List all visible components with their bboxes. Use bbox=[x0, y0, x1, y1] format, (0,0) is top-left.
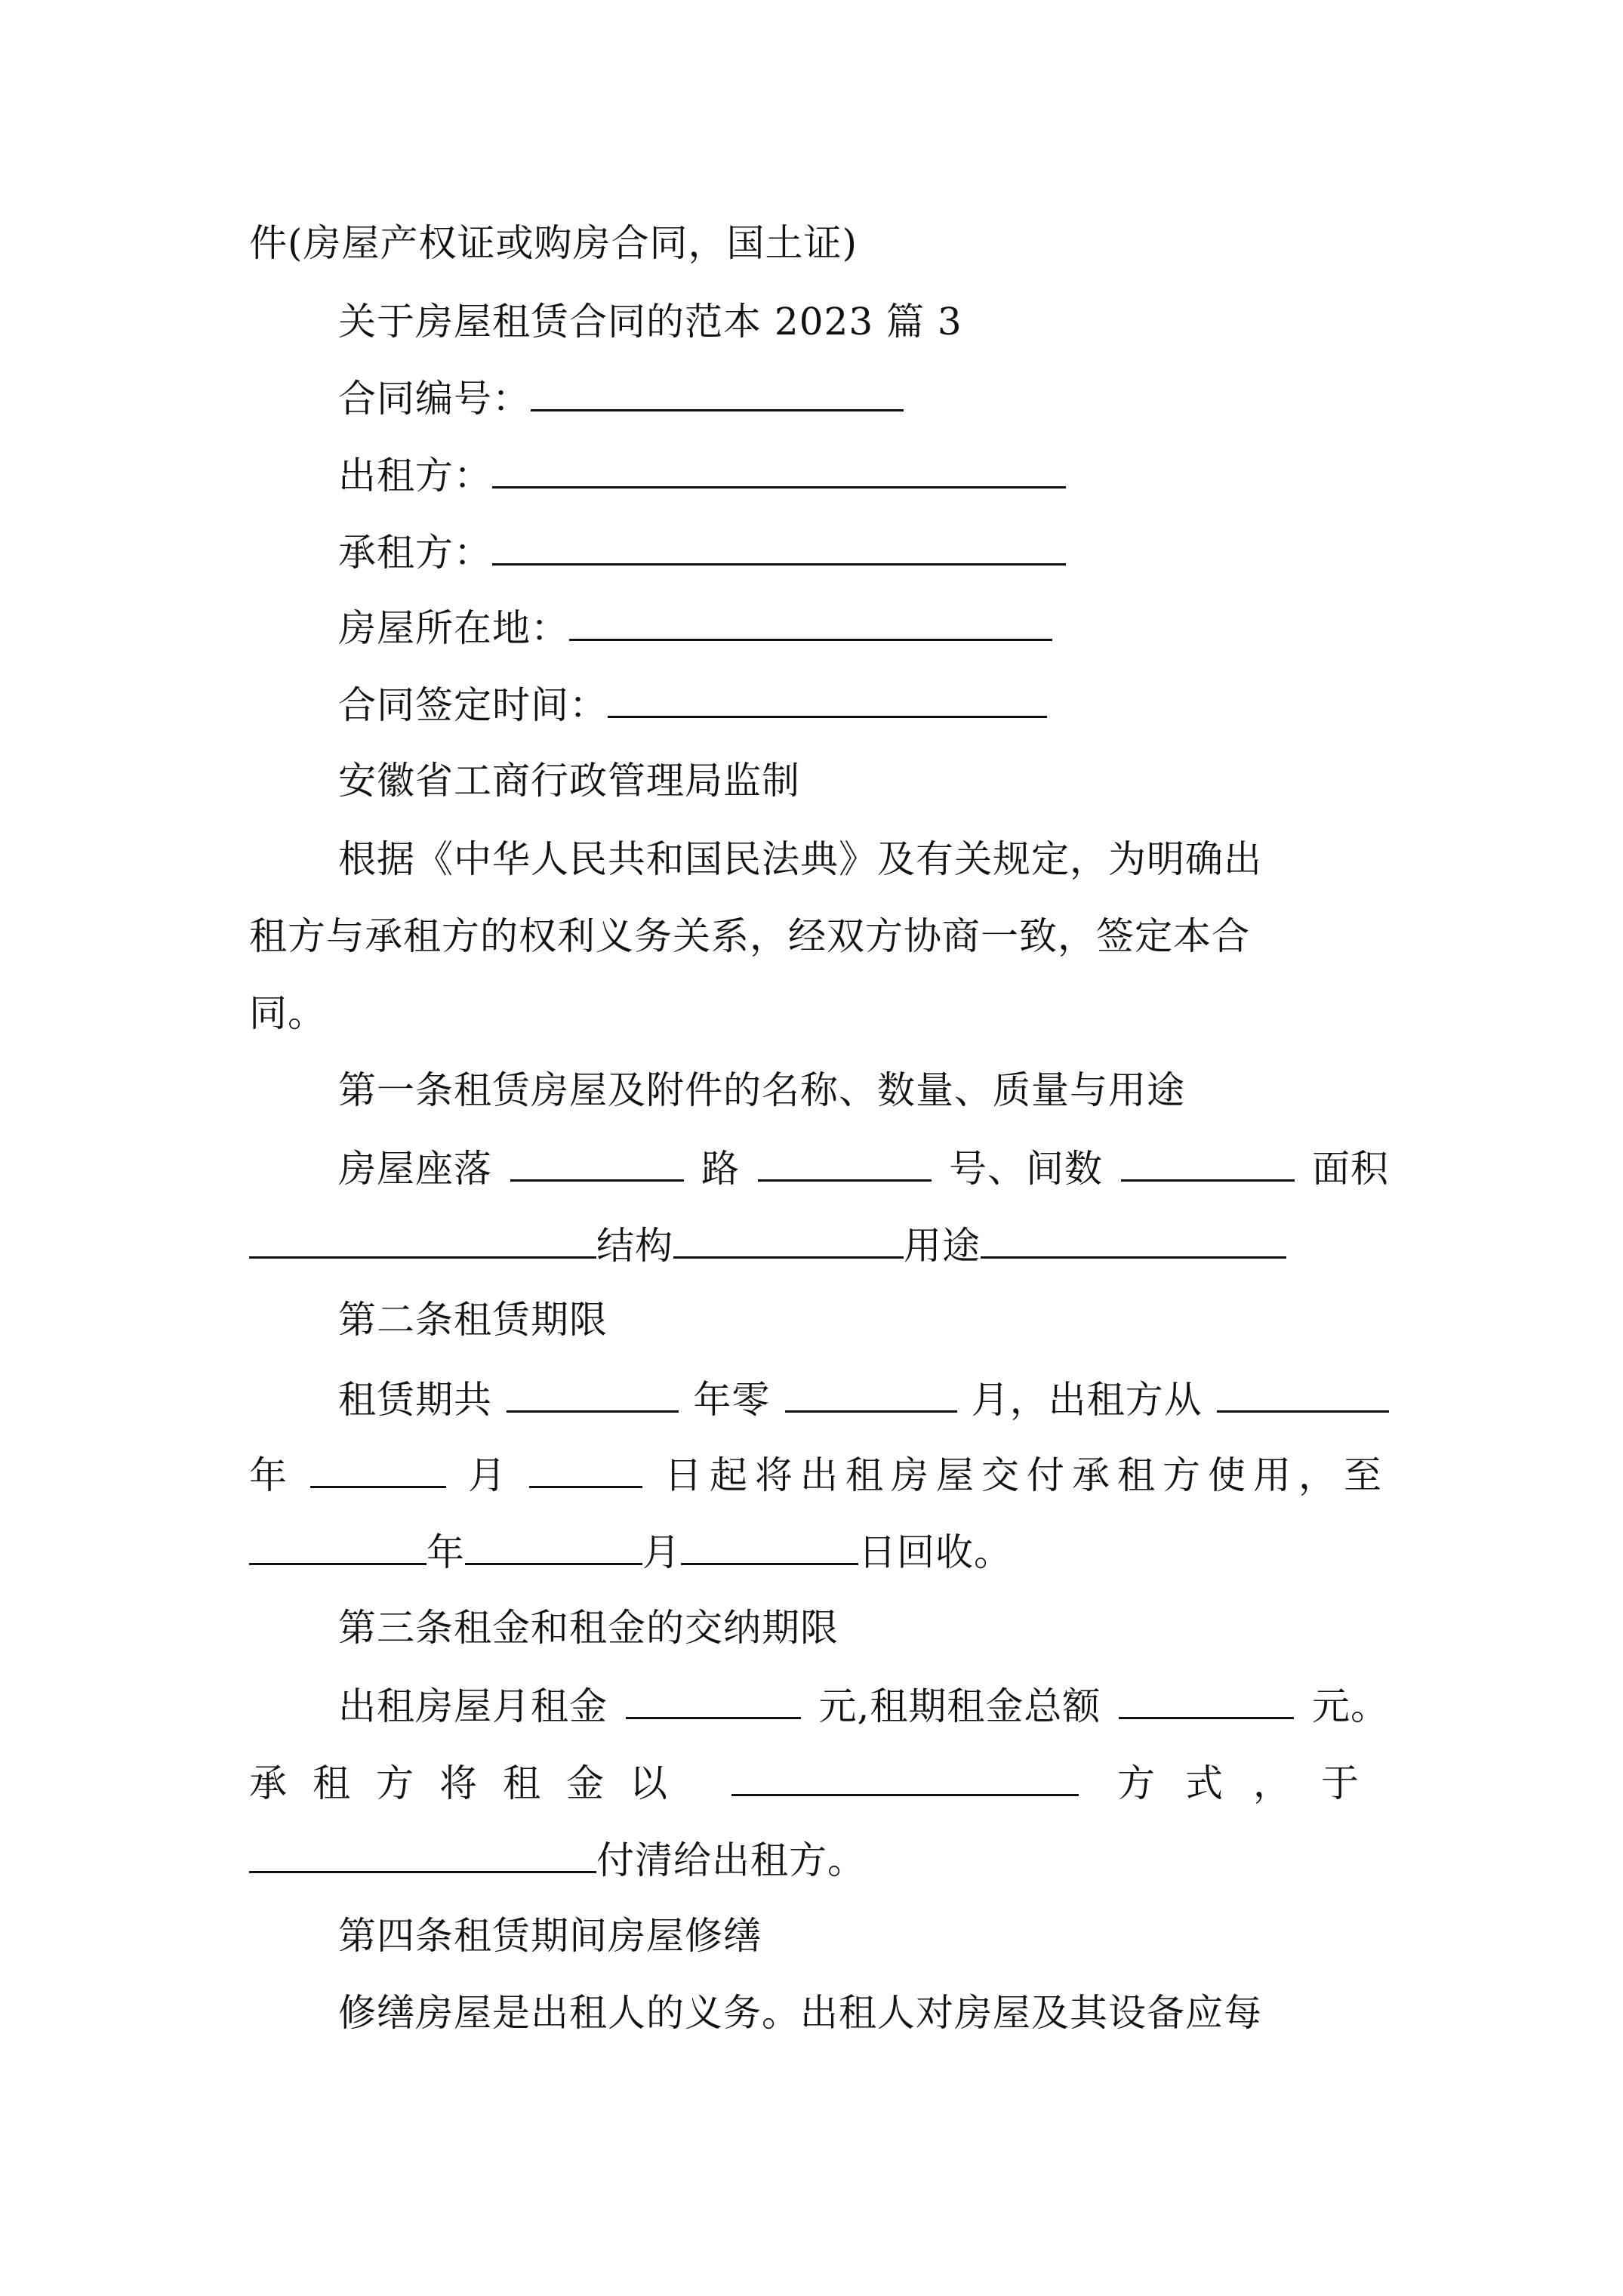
payment-time-label: 方式，于 bbox=[1117, 1761, 1389, 1805]
start-month-blank bbox=[310, 1451, 446, 1488]
end-month-label: 月 bbox=[642, 1530, 681, 1574]
article-1-heading: 第一条租赁房屋及附件的名称、数量、质量与用途 bbox=[338, 1068, 1185, 1112]
property-location-label: 房屋所在地： bbox=[338, 606, 569, 650]
monthly-rent-label: 出租房屋月租金 bbox=[338, 1684, 608, 1728]
property-address-label: 房屋座落 bbox=[338, 1147, 492, 1191]
article-2-heading: 第二条租赁期限 bbox=[338, 1298, 608, 1342]
article-1-line-1 bbox=[338, 1145, 1389, 1191]
article-3-line-1 bbox=[338, 1682, 1389, 1729]
end-day-blank bbox=[681, 1528, 858, 1565]
end-month-blank bbox=[465, 1528, 642, 1565]
term-months-blank bbox=[785, 1376, 957, 1413]
month-label: 月 bbox=[468, 1453, 507, 1497]
lessee-row bbox=[338, 529, 1066, 575]
article-2-line-2 bbox=[249, 1451, 1389, 1498]
lessor-from-label: 月，出租方从 bbox=[971, 1378, 1203, 1422]
end-year-blank bbox=[249, 1528, 427, 1565]
lessor-blank bbox=[492, 451, 1066, 488]
reclaim-text: 日回收。 bbox=[858, 1530, 1012, 1574]
start-year-blank bbox=[1217, 1376, 1389, 1413]
property-location-blank bbox=[569, 604, 1052, 641]
yuan-label: 元。 bbox=[1311, 1684, 1389, 1728]
payment-method-label: 承租方将租金以 bbox=[249, 1761, 693, 1805]
end-year-label: 年 bbox=[427, 1530, 465, 1574]
years-label: 年零 bbox=[693, 1378, 771, 1422]
usage-label: 用途 bbox=[904, 1224, 981, 1268]
number-blank bbox=[758, 1145, 932, 1182]
contract-number-blank bbox=[531, 374, 904, 411]
contract-title: 关于房屋租赁合同的范本 2023 篇 3 bbox=[338, 300, 962, 344]
payment-method-blank bbox=[731, 1759, 1079, 1796]
room-count-blank bbox=[1121, 1145, 1295, 1182]
road-label: 路 bbox=[701, 1147, 740, 1191]
total-rent-label: 元,租期租金总额 bbox=[818, 1684, 1101, 1728]
delivery-text: 日起将出租房屋交付承租方使用，至 bbox=[664, 1453, 1389, 1497]
lessee-blank bbox=[492, 529, 1066, 566]
contract-number-label: 合同编号： bbox=[338, 377, 531, 421]
intro-line: 件(房屋产权证或购房合同，国土证) bbox=[249, 221, 858, 265]
article-3-heading: 第三条租金和租金的交纳期限 bbox=[338, 1606, 839, 1650]
signing-date-blank bbox=[608, 681, 1047, 718]
paid-to-lessor-text: 付清给出租方。 bbox=[596, 1838, 866, 1882]
signing-date-label: 合同签定时间： bbox=[338, 683, 608, 727]
preamble-line-3: 同。 bbox=[249, 991, 326, 1035]
lessor-label: 出租方： bbox=[338, 454, 492, 498]
article-4-line-1: 修缮房屋是出租人的义务。出租人对房屋及其设备应每 bbox=[338, 1991, 1262, 2035]
article-1-line-2 bbox=[249, 1222, 1286, 1268]
usage-blank bbox=[981, 1222, 1286, 1259]
area-blank bbox=[249, 1222, 596, 1259]
article-3-line-2 bbox=[249, 1759, 1389, 1806]
structure-label: 结构 bbox=[596, 1224, 673, 1268]
start-day-blank bbox=[529, 1451, 642, 1488]
article-2-line-1 bbox=[338, 1376, 1389, 1422]
monthly-rent-blank bbox=[626, 1682, 801, 1719]
term-years-blank bbox=[507, 1376, 679, 1413]
preamble-line-1: 根据《中华人民共和国民法典》及有关规定，为明确出 bbox=[338, 837, 1262, 881]
lease-term-label: 租赁期共 bbox=[338, 1378, 492, 1422]
structure-blank bbox=[673, 1222, 904, 1259]
year-label: 年 bbox=[249, 1453, 288, 1497]
lessor-row bbox=[338, 451, 1066, 498]
total-rent-blank bbox=[1119, 1682, 1294, 1719]
article-3-line-3 bbox=[249, 1836, 866, 1883]
signing-date-row bbox=[338, 681, 1047, 728]
preamble-line-2: 租方与承租方的权利义务关系，经双方协商一致，签定本合 bbox=[249, 914, 1250, 958]
contract-number-row bbox=[338, 374, 904, 421]
room-count-label: 号、间数 bbox=[949, 1147, 1103, 1191]
supervisor-line: 安徽省工商行政管理局监制 bbox=[338, 759, 800, 803]
property-location-row bbox=[338, 604, 1052, 651]
payment-deadline-blank bbox=[249, 1836, 596, 1873]
lessee-label: 承租方： bbox=[338, 531, 492, 575]
street-blank bbox=[510, 1145, 684, 1182]
area-label: 面积 bbox=[1312, 1147, 1389, 1191]
article-4-heading: 第四条租赁期间房屋修缮 bbox=[338, 1914, 762, 1958]
article-2-line-3 bbox=[249, 1528, 1012, 1575]
